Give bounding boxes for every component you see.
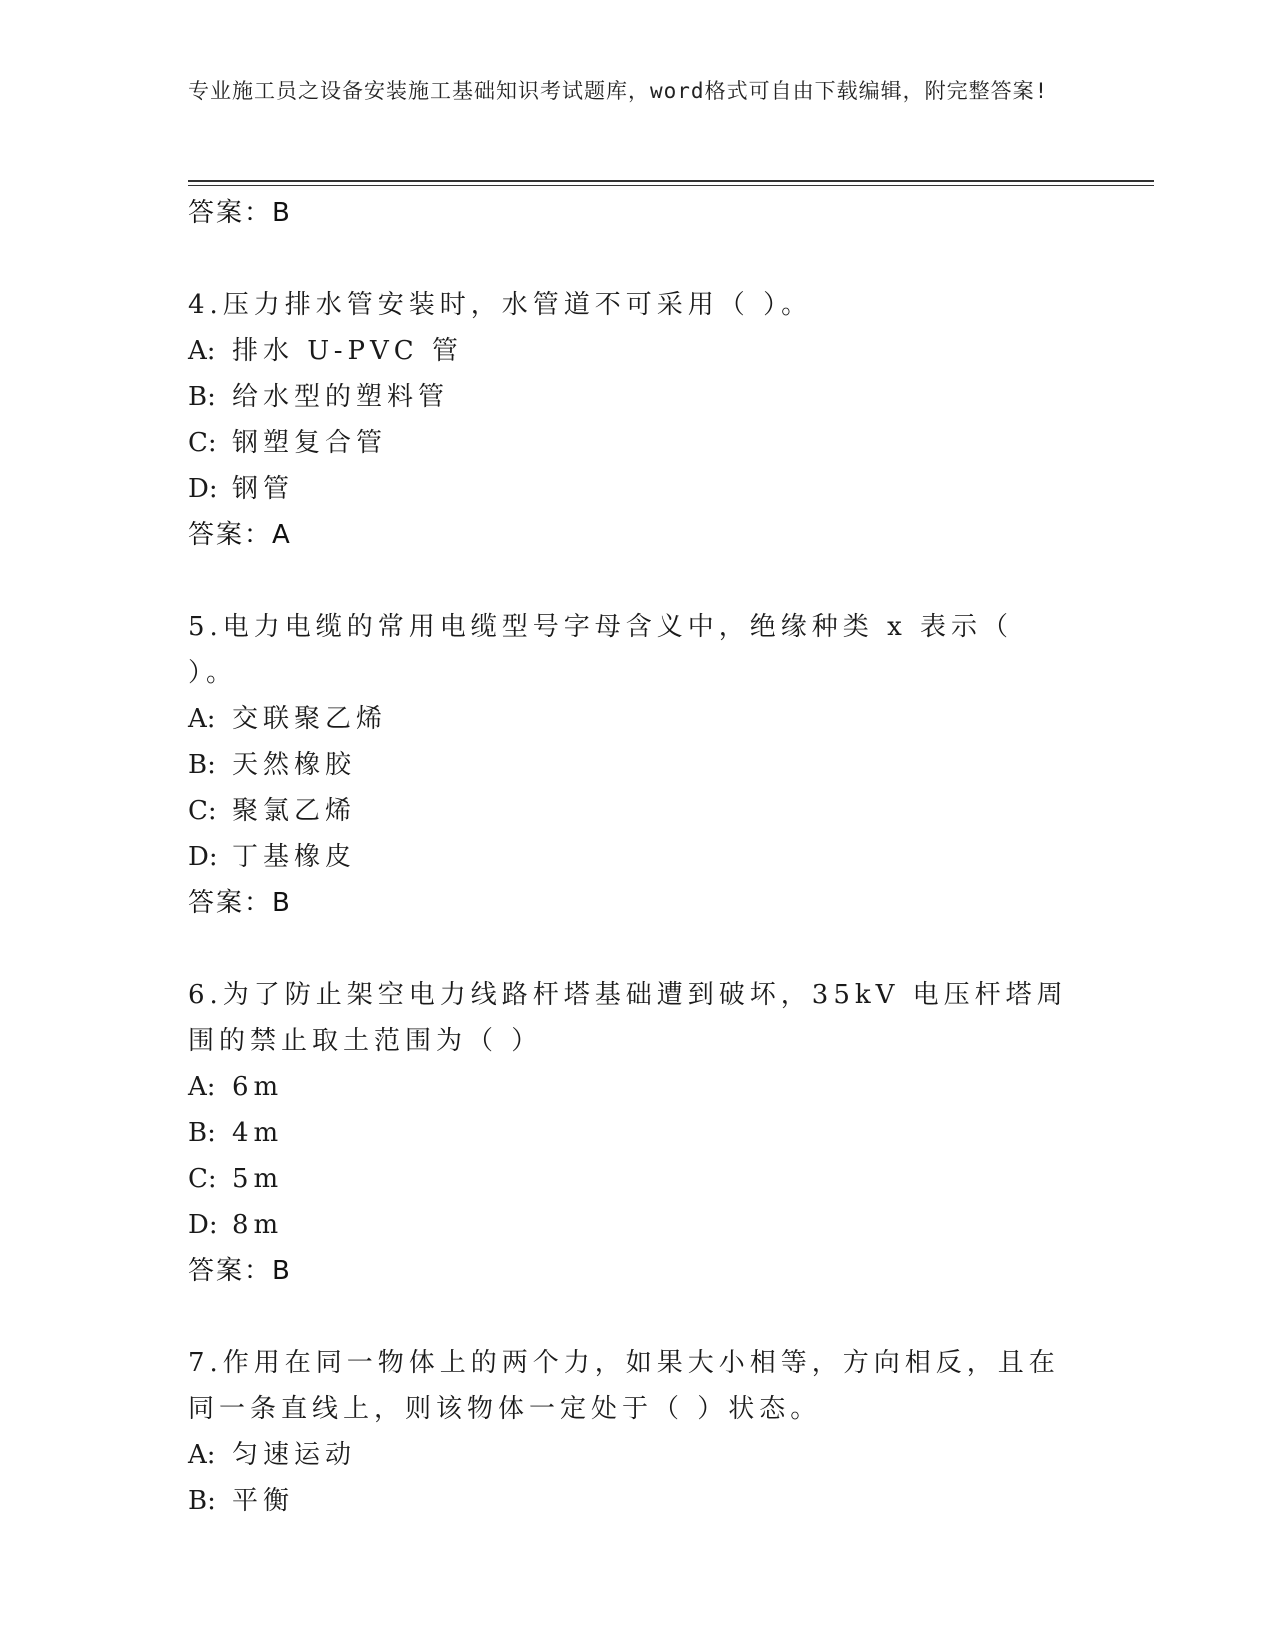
question-item [188,604,1154,926]
header-divider [188,180,1154,182]
option-c [188,420,1154,466]
option-key: A: [188,1440,216,1470]
answer-label: 答案：B [188,198,292,228]
question-text: 6.为了防止架空电力线路杆塔基础遭到破坏，35kV 电压杆塔周围的禁止取土范围为（ ） [188,980,1068,1056]
option-text: 4m [232,1118,284,1148]
option-text: 钢管 [232,474,295,504]
question-text: 5.电力电缆的常用电缆型号字母含义中，绝缘种类 x 表示（ ）。 [188,612,1013,688]
option-text: 交联聚乙烯 [232,704,388,734]
answer-label: 答案：B [188,1256,292,1286]
option-a [188,1432,1154,1478]
option-key: A: [188,1072,216,1102]
question-text: 7.作用在同一物体上的两个力，如果大小相等，方向相反，且在同一条直线上，则该物体一定处于（ ）状态。 [188,1348,1060,1424]
option-key: D: [188,1210,218,1240]
question-item [188,1340,1154,1524]
option-key: A: [188,336,216,366]
option-key: A: [188,704,216,734]
option-text: 平衡 [232,1486,295,1516]
option-text: 天然橡胶 [232,750,357,780]
option-a [188,328,1154,374]
option-a [188,1064,1154,1110]
option-key: D: [188,474,218,504]
option-text: 5m [232,1164,284,1194]
option-key: B: [188,1486,216,1516]
option-text: 6m [232,1072,284,1102]
option-b [188,374,1154,420]
option-key: C: [188,428,217,458]
option-b [188,1110,1154,1156]
option-key: B: [188,382,216,412]
option-a [188,696,1154,742]
option-text: 给水型的塑料管 [232,382,450,412]
question-item [188,972,1154,1294]
option-text: 钢塑复合管 [232,428,388,458]
document-header: 专业施工员之设备安装施工基础知识考试题库，word格式可自由下载编辑，附完整答案! [188,79,1049,103]
answer-label: 答案：A [188,520,292,550]
question-text: 4.压力排水管安装时，水管道不可采用（ ）。 [188,290,813,320]
answer-label: 答案：B [188,888,292,918]
option-text: 聚氯乙烯 [232,796,357,826]
option-key: C: [188,796,217,826]
option-d [188,466,1154,512]
option-text: 丁基橡皮 [232,842,357,872]
question-list [188,190,1154,1524]
option-b [188,1478,1154,1524]
option-c [188,1156,1154,1202]
question-item [188,282,1154,558]
option-key: D: [188,842,218,872]
option-key: C: [188,1164,217,1194]
option-text: 排水 U-PVC 管 [232,336,463,366]
header-divider-thin [188,185,1154,186]
option-d [188,834,1154,880]
option-key: B: [188,1118,216,1148]
option-key: B: [188,750,216,780]
option-d [188,1202,1154,1248]
option-b [188,742,1154,788]
option-text: 8m [232,1210,284,1240]
option-c [188,788,1154,834]
option-text: 匀速运动 [232,1440,357,1470]
